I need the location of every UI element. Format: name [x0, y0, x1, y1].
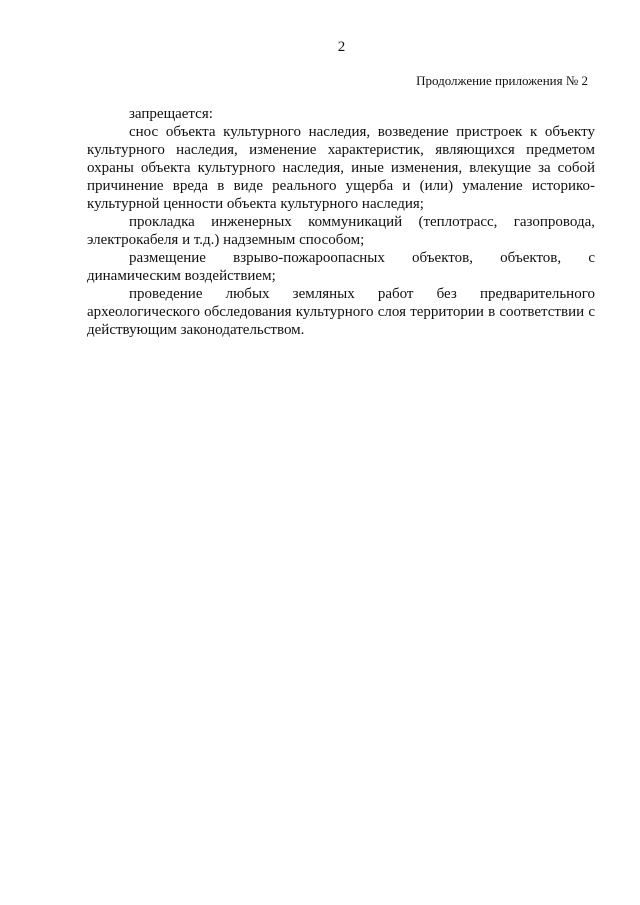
- paragraph-demolition: снос объекта культурного наследия, возведение пристроек к объекту культурного наследия, изменение характеристик, являющихся предметом охраны объекта культурного наследия, иные изменения, влекущие за собой причинение вреда в виде реального ущерба и (или) умаление историко-культурной ценности объекта культурного наследия;: [87, 124, 595, 212]
- paragraph-earthworks: проведение любых земляных работ без предварительного археологического обследования культурного слоя территории в соответствии с действующим законодательством.: [87, 286, 595, 338]
- paragraph-hazardous-objects: размещение взрыво-пожароопасных объектов, объектов, с динамическим воздействием;: [87, 250, 595, 284]
- document-body: [87, 105, 595, 339]
- page-number: 2: [337, 39, 346, 55]
- paragraph-utilities: прокладка инженерных коммуникаций (теплотрасс, газопровода, электрокабеля и т.д.) надземным способом;: [87, 214, 595, 248]
- paragraph-prohibited-intro: запрещается:: [129, 106, 213, 122]
- appendix-continuation-note: Продолжение приложения № 2: [416, 73, 588, 88]
